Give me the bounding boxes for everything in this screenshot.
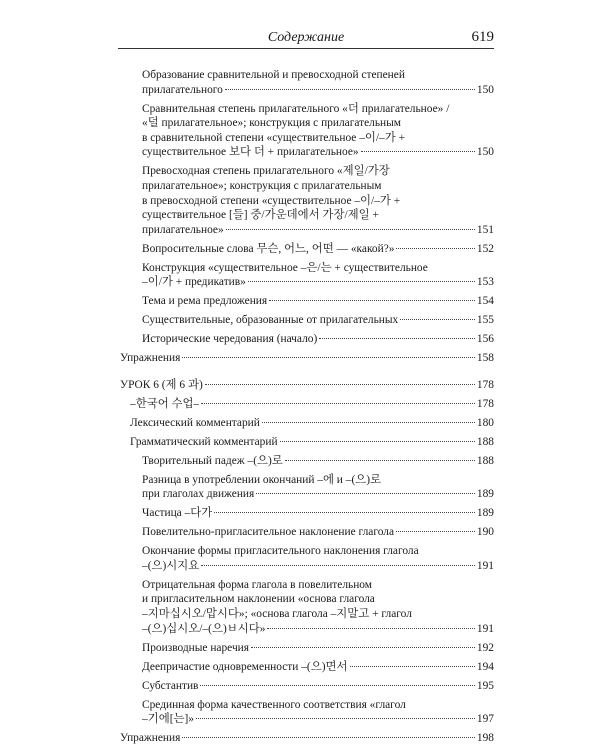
- toc-entry: [118, 641, 494, 656]
- toc-page-number: 188: [476, 435, 494, 448]
- toc-entry: [118, 679, 494, 694]
- toc-entry-last-line: [142, 487, 494, 502]
- toc-entry-last-line: [142, 294, 494, 309]
- toc-entry-text: –(으)시지요: [142, 559, 200, 572]
- toc-entry-text: существительное 보다 더 + прилагательное»: [142, 146, 359, 159]
- toc-entry-line: в превосходной степени «существительное –이/–가 +: [142, 194, 401, 207]
- dot-leader: [214, 512, 475, 513]
- toc-page-number: 189: [476, 507, 494, 520]
- toc-entry-text: –(으)십시오/–(으)ㅂ시다»: [142, 622, 266, 635]
- toc-entry-line: Превосходная степень прилагательного «제일/가장: [142, 165, 390, 178]
- toc-entry-last-line: [142, 712, 494, 727]
- toc-entry-line: «덜 прилагательное»; конструкция с прилагательным: [142, 117, 402, 130]
- dot-leader: [225, 89, 475, 90]
- toc-entry-text: при глаголах движения: [142, 488, 255, 501]
- page-header: [118, 26, 494, 49]
- toc-entry: [118, 525, 494, 540]
- toc-entry: [118, 416, 494, 431]
- toc-entry-line: Отрицательная форма глагола в повелительном: [142, 578, 372, 591]
- toc-entry-last-line: [142, 313, 494, 328]
- toc-entry: [118, 397, 494, 412]
- toc-entry-last-line: [130, 416, 494, 431]
- running-title: Содержание: [267, 30, 345, 45]
- toc-entry: [118, 473, 494, 502]
- toc-entry-last-line: [142, 275, 494, 290]
- toc-entry-line: Срединная форма качественного соответствия «глагол: [142, 698, 406, 711]
- toc-entry-text: Грамматический комментарий: [130, 435, 278, 448]
- toc-entry-text: Тема и рема предложения: [142, 295, 268, 308]
- toc-entry-text: Упражнения: [120, 732, 181, 745]
- dot-leader: [226, 229, 475, 230]
- toc-entry-text: Существительные, образованные от прилагательных: [142, 314, 399, 327]
- toc-entry: [118, 435, 494, 450]
- toc-entry-line: Сравнительная степень прилагательного «더 прилагательное» /: [142, 102, 450, 115]
- toc-entry-last-line: [142, 506, 494, 521]
- toc-page-number: 195: [476, 679, 494, 692]
- toc-entry: [118, 544, 494, 573]
- toc-entry-text: прилагательного: [142, 83, 223, 96]
- toc-entry: [118, 68, 494, 97]
- toc-entry: [118, 351, 494, 366]
- toc-entry-line: Образование сравнительной и превосходной степеней: [142, 69, 405, 81]
- dot-leader: [205, 384, 475, 385]
- toc-entry-text: Повелительно-пригласительное наклонение глагола: [142, 526, 394, 539]
- toc-page-number: 154: [476, 295, 494, 308]
- dot-leader: [350, 666, 475, 667]
- toc-entry-last-line: [142, 145, 494, 160]
- dot-leader: [201, 403, 475, 404]
- toc-entry-last-line: [142, 332, 494, 347]
- dot-leader: [269, 300, 475, 301]
- toc-entry-last-line: [142, 559, 494, 574]
- dot-leader: [251, 647, 475, 648]
- toc-entry: [118, 313, 494, 328]
- toc-page-number: 158: [476, 352, 494, 365]
- toc-entry: [118, 261, 494, 290]
- toc-entry-last-line: [142, 641, 494, 656]
- dot-leader: [201, 565, 475, 566]
- toc-page-number: 150: [476, 146, 494, 159]
- toc-page-number: 190: [476, 526, 494, 539]
- toc-entry: [118, 332, 494, 347]
- dot-leader: [361, 151, 475, 152]
- toc-entry: [118, 242, 494, 257]
- toc-page-number: 150: [476, 83, 494, 96]
- toc-page-number: 189: [476, 488, 494, 501]
- toc-entry-last-line: [130, 397, 494, 412]
- toc-entry-text: –기에[는]»: [142, 713, 194, 726]
- toc-entry-text: Исторические чередования (начало): [142, 333, 318, 346]
- toc-entry-text: –한국어 수업–: [130, 397, 200, 410]
- dot-leader: [262, 422, 475, 423]
- toc-entry-text: Вопросительные слова 무슨, 어느, 어떤 — «какой?»: [142, 242, 395, 255]
- table-of-contents: [118, 68, 494, 750]
- toc-entry-line: –지마십시오/맙시다»; «основа глагола –지말고 + глагол: [142, 608, 412, 621]
- dot-leader: [280, 441, 475, 442]
- dot-leader: [196, 718, 475, 719]
- dot-leader: [400, 319, 475, 320]
- toc-page-number: 152: [476, 242, 494, 255]
- dot-leader: [256, 493, 475, 494]
- toc-entry: [118, 731, 494, 746]
- toc-entry-last-line: [120, 731, 494, 746]
- dot-leader: [182, 357, 475, 358]
- toc-entry: [118, 294, 494, 309]
- toc-page-number: 151: [476, 223, 494, 236]
- toc-entry-text: прилагательное»: [142, 223, 224, 236]
- toc-page-number: 178: [476, 397, 494, 410]
- toc-page-number: 197: [476, 713, 494, 726]
- toc-entry-line: Разница в употреблении окончаний –에 и –(으)로: [142, 473, 382, 486]
- toc-entry-text: Лексический комментарий: [130, 416, 260, 429]
- toc-page-number: 198: [476, 732, 494, 745]
- dot-leader: [285, 460, 475, 461]
- page-number: 619: [471, 29, 494, 45]
- toc-entry-line: Конструкция «существительное –은/는 + существительное: [142, 261, 428, 274]
- toc-entry-text: –이/가 + предикатив»: [142, 276, 246, 289]
- dot-leader: [319, 338, 475, 339]
- toc-page-number: 188: [476, 454, 494, 467]
- toc-page-number: 153: [476, 276, 494, 289]
- toc-entry-last-line: [142, 525, 494, 540]
- dot-leader: [267, 628, 474, 629]
- toc-entry-last-line: [142, 223, 494, 238]
- dot-leader: [182, 737, 475, 738]
- toc-entry-line: прилагательное»; конструкция с прилагательным: [142, 179, 382, 192]
- toc-page-number: 191: [476, 559, 494, 572]
- toc-entry-last-line: [142, 242, 494, 257]
- dot-leader: [248, 281, 475, 282]
- toc-entry-line: и пригласительном наклонении «основа глагола: [142, 593, 375, 606]
- toc-entry: [118, 578, 494, 636]
- toc-entry-last-line: [120, 378, 494, 393]
- toc-entry-text: УРОК 6 (제 6 과): [120, 378, 203, 391]
- toc-entry: [118, 698, 494, 727]
- toc-entry-last-line: [120, 351, 494, 366]
- dot-leader: [396, 531, 475, 532]
- toc-entry-last-line: [130, 435, 494, 450]
- toc-entry: [118, 164, 494, 237]
- toc-entry-last-line: [142, 622, 494, 637]
- toc-entry-line: Окончание формы пригласительного наклонения глагола: [142, 545, 419, 558]
- dot-leader: [396, 248, 474, 249]
- toc-entry-text: Частица –다가: [142, 507, 213, 520]
- toc-entry-text: Субстантив: [142, 679, 199, 692]
- toc-page-number: 155: [476, 314, 494, 327]
- toc-entry-last-line: [142, 660, 494, 675]
- toc-entry-text: Творительный падеж –(으)로: [142, 454, 283, 467]
- toc-entry-text: Упражнения: [120, 352, 181, 365]
- toc-entry-last-line: [142, 454, 494, 469]
- toc-entry-line: существительное [들] 중/가운데에서 가장/제일 +: [142, 209, 379, 222]
- toc-entry: [118, 660, 494, 675]
- toc-page-number: 194: [476, 660, 494, 673]
- toc-entry: [118, 378, 494, 393]
- toc-entry: [118, 102, 494, 160]
- toc-page-number: 192: [476, 641, 494, 654]
- dot-leader: [200, 685, 474, 686]
- toc-entry-last-line: [142, 83, 494, 98]
- toc-entry-line: в сравнительной степени «существительное –이/–가 +: [142, 131, 406, 144]
- toc-page-number: 156: [476, 333, 494, 346]
- toc-entry: [118, 506, 494, 521]
- toc-entry-text: Производные наречия: [142, 641, 250, 654]
- toc-entry-text: Деепричастие одновременности –(으)면서: [142, 660, 348, 673]
- toc-page-number: 180: [476, 416, 494, 429]
- toc-entry: [118, 454, 494, 469]
- toc-page-number: 178: [476, 378, 494, 391]
- toc-entry-last-line: [142, 679, 494, 694]
- toc-page-number: 191: [476, 622, 494, 635]
